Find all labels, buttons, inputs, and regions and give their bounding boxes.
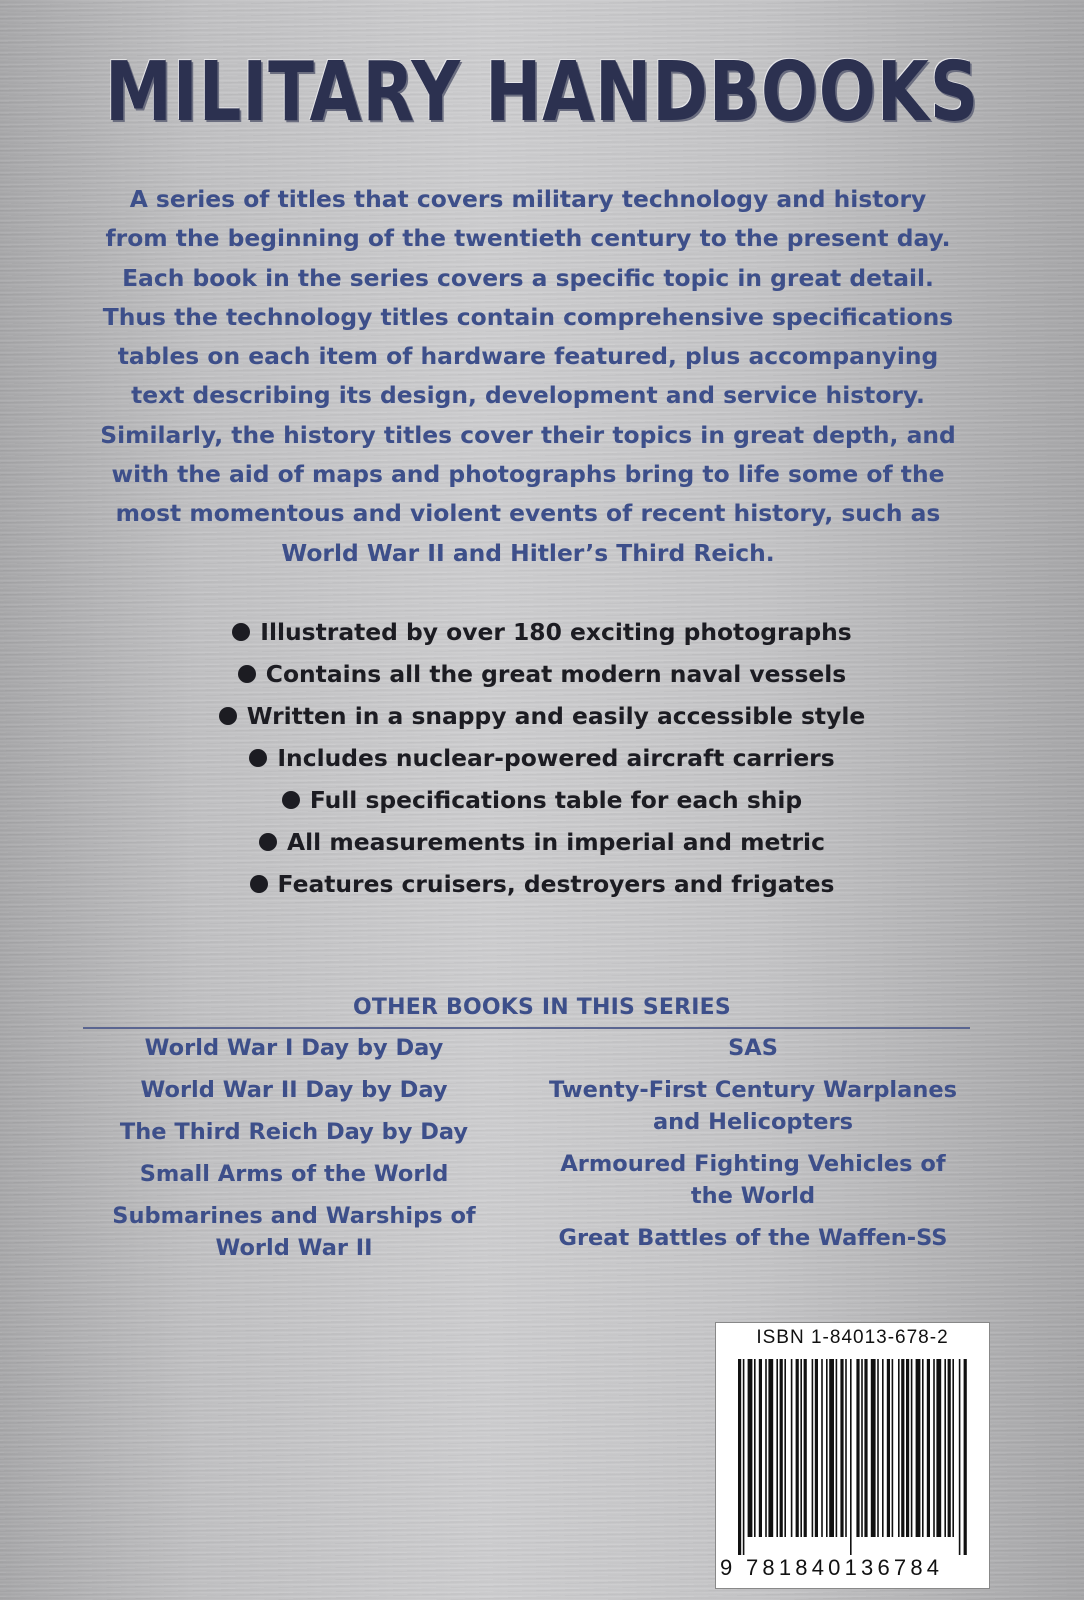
barcode-bar — [800, 1359, 802, 1537]
series-book-title: Submarines and Warships of World War II — [112, 1203, 476, 1261]
barcode-bar — [791, 1359, 793, 1537]
barcode-bar — [898, 1359, 900, 1537]
isbn-label: ISBN 1-84013-678-2 — [756, 1327, 949, 1348]
feature-text: Includes nuclear-powered aircraft carriers — [277, 744, 835, 772]
barcode-bar — [845, 1359, 847, 1537]
bullet-icon — [282, 791, 300, 809]
barcode-bar — [952, 1359, 954, 1537]
divider-rule — [83, 1027, 970, 1029]
other-books-heading: OTHER BOOKS IN THIS SERIES — [353, 995, 731, 1020]
barcode-bar — [826, 1359, 828, 1537]
barcode-bar — [796, 1359, 799, 1537]
series-book-title: SAS — [728, 1035, 778, 1061]
series-book-title: Small Arms of the World — [139, 1161, 449, 1187]
bullet-icon — [232, 623, 250, 641]
barcode-bar — [804, 1359, 807, 1537]
series-book-title: Armoured Fighting Vehicles of the World — [560, 1151, 946, 1209]
barcode-bar — [916, 1359, 921, 1537]
barcode-bar — [748, 1359, 753, 1537]
series-book-title: Twenty-First Century Warplanes and Helicopters — [549, 1077, 957, 1135]
barcode-bar — [927, 1359, 930, 1537]
feature-item — [0, 695, 1084, 737]
barcode-bar — [906, 1359, 909, 1537]
series-description: A series of titles that covers military technology and history from the beginning of the twentieth century to the present day. Each book in the series covers a specific topic in great detail. Thus the technology titles contain comprehensive specifications tables on each item of hardware featured, plus accompanying text describing its design, development and service history. Similarly, the history titles cover their topics in great depth, and with the aid of maps and photographs bring to life some of the most momentous and violent events of recent history, such as World War II and Hitler’s Third Reich. — [100, 185, 956, 567]
series-title: MILITARY HANDBOOKS — [105, 45, 979, 140]
barcode-bar — [836, 1359, 838, 1537]
barcode-bar — [812, 1359, 814, 1537]
feature-item — [0, 653, 1084, 695]
feature-text: Full specifications table for each ship — [309, 786, 803, 814]
barcode-bar — [861, 1359, 863, 1537]
feature-list — [0, 611, 1084, 905]
barcode-bar — [864, 1359, 867, 1537]
feature-item — [0, 863, 1084, 905]
barcode-icon — [738, 1359, 968, 1555]
isbn-barcode-box — [715, 1322, 990, 1589]
feature-text: All measurements in imperial and metric — [287, 828, 825, 856]
barcode-bar — [850, 1359, 852, 1555]
series-book-title: World War I Day by Day — [144, 1035, 444, 1061]
feature-item — [0, 821, 1084, 863]
feature-text: Written in a snappy and easily accessible style — [246, 702, 866, 730]
barcode-bar — [911, 1359, 913, 1537]
series-book-title: World War II Day by Day — [140, 1077, 448, 1103]
barcode-bar — [948, 1359, 951, 1537]
barcode-bar — [936, 1359, 941, 1537]
barcode-bar — [871, 1359, 876, 1537]
barcode-bar — [776, 1359, 778, 1537]
series-list-right — [540, 1032, 966, 1264]
barcode-bar — [840, 1359, 843, 1537]
ean-first-digit: 9 — [720, 1555, 733, 1580]
barcode-bar — [959, 1359, 961, 1555]
feature-text: Illustrated by over 180 exciting photographs — [260, 618, 852, 646]
barcode-bar — [821, 1359, 823, 1537]
series-book-title: The Third Reich Day by Day — [119, 1119, 469, 1145]
bullet-icon — [250, 875, 268, 893]
feature-item — [0, 611, 1084, 653]
bullet-icon — [238, 665, 256, 683]
bullet-icon — [219, 707, 237, 725]
barcode-bar — [815, 1359, 818, 1537]
barcode-bar — [738, 1359, 741, 1555]
series-book-title: Great Battles of the Waffen-SS — [558, 1225, 948, 1251]
barcode-bar — [829, 1359, 834, 1537]
barcode-bar — [964, 1359, 967, 1555]
barcode-bar — [882, 1359, 884, 1537]
barcode-bar — [933, 1359, 935, 1537]
barcode-bar — [754, 1359, 756, 1537]
barcode-bar — [887, 1359, 890, 1537]
feature-item — [0, 779, 1084, 821]
barcode-bar — [768, 1359, 773, 1537]
bullet-icon — [249, 749, 267, 767]
bullet-icon — [259, 833, 277, 851]
barcode-bar — [765, 1359, 767, 1537]
barcode-bar — [784, 1359, 786, 1537]
barcode-bar — [892, 1359, 894, 1537]
barcode-bar — [944, 1359, 946, 1537]
barcode-bar — [877, 1359, 879, 1537]
ean-digits: 781840136784 — [746, 1555, 944, 1580]
barcode-bar — [743, 1359, 745, 1555]
barcode-bar — [901, 1359, 904, 1537]
feature-text: Contains all the great modern naval vessels — [265, 660, 847, 688]
barcode-bar — [922, 1359, 924, 1537]
feature-item — [0, 737, 1084, 779]
barcode-bar — [856, 1359, 859, 1537]
barcode-bar — [780, 1359, 783, 1537]
barcode-bar — [759, 1359, 762, 1537]
feature-text: Features cruisers, destroyers and frigates — [277, 870, 835, 898]
series-list-left — [98, 1032, 490, 1274]
